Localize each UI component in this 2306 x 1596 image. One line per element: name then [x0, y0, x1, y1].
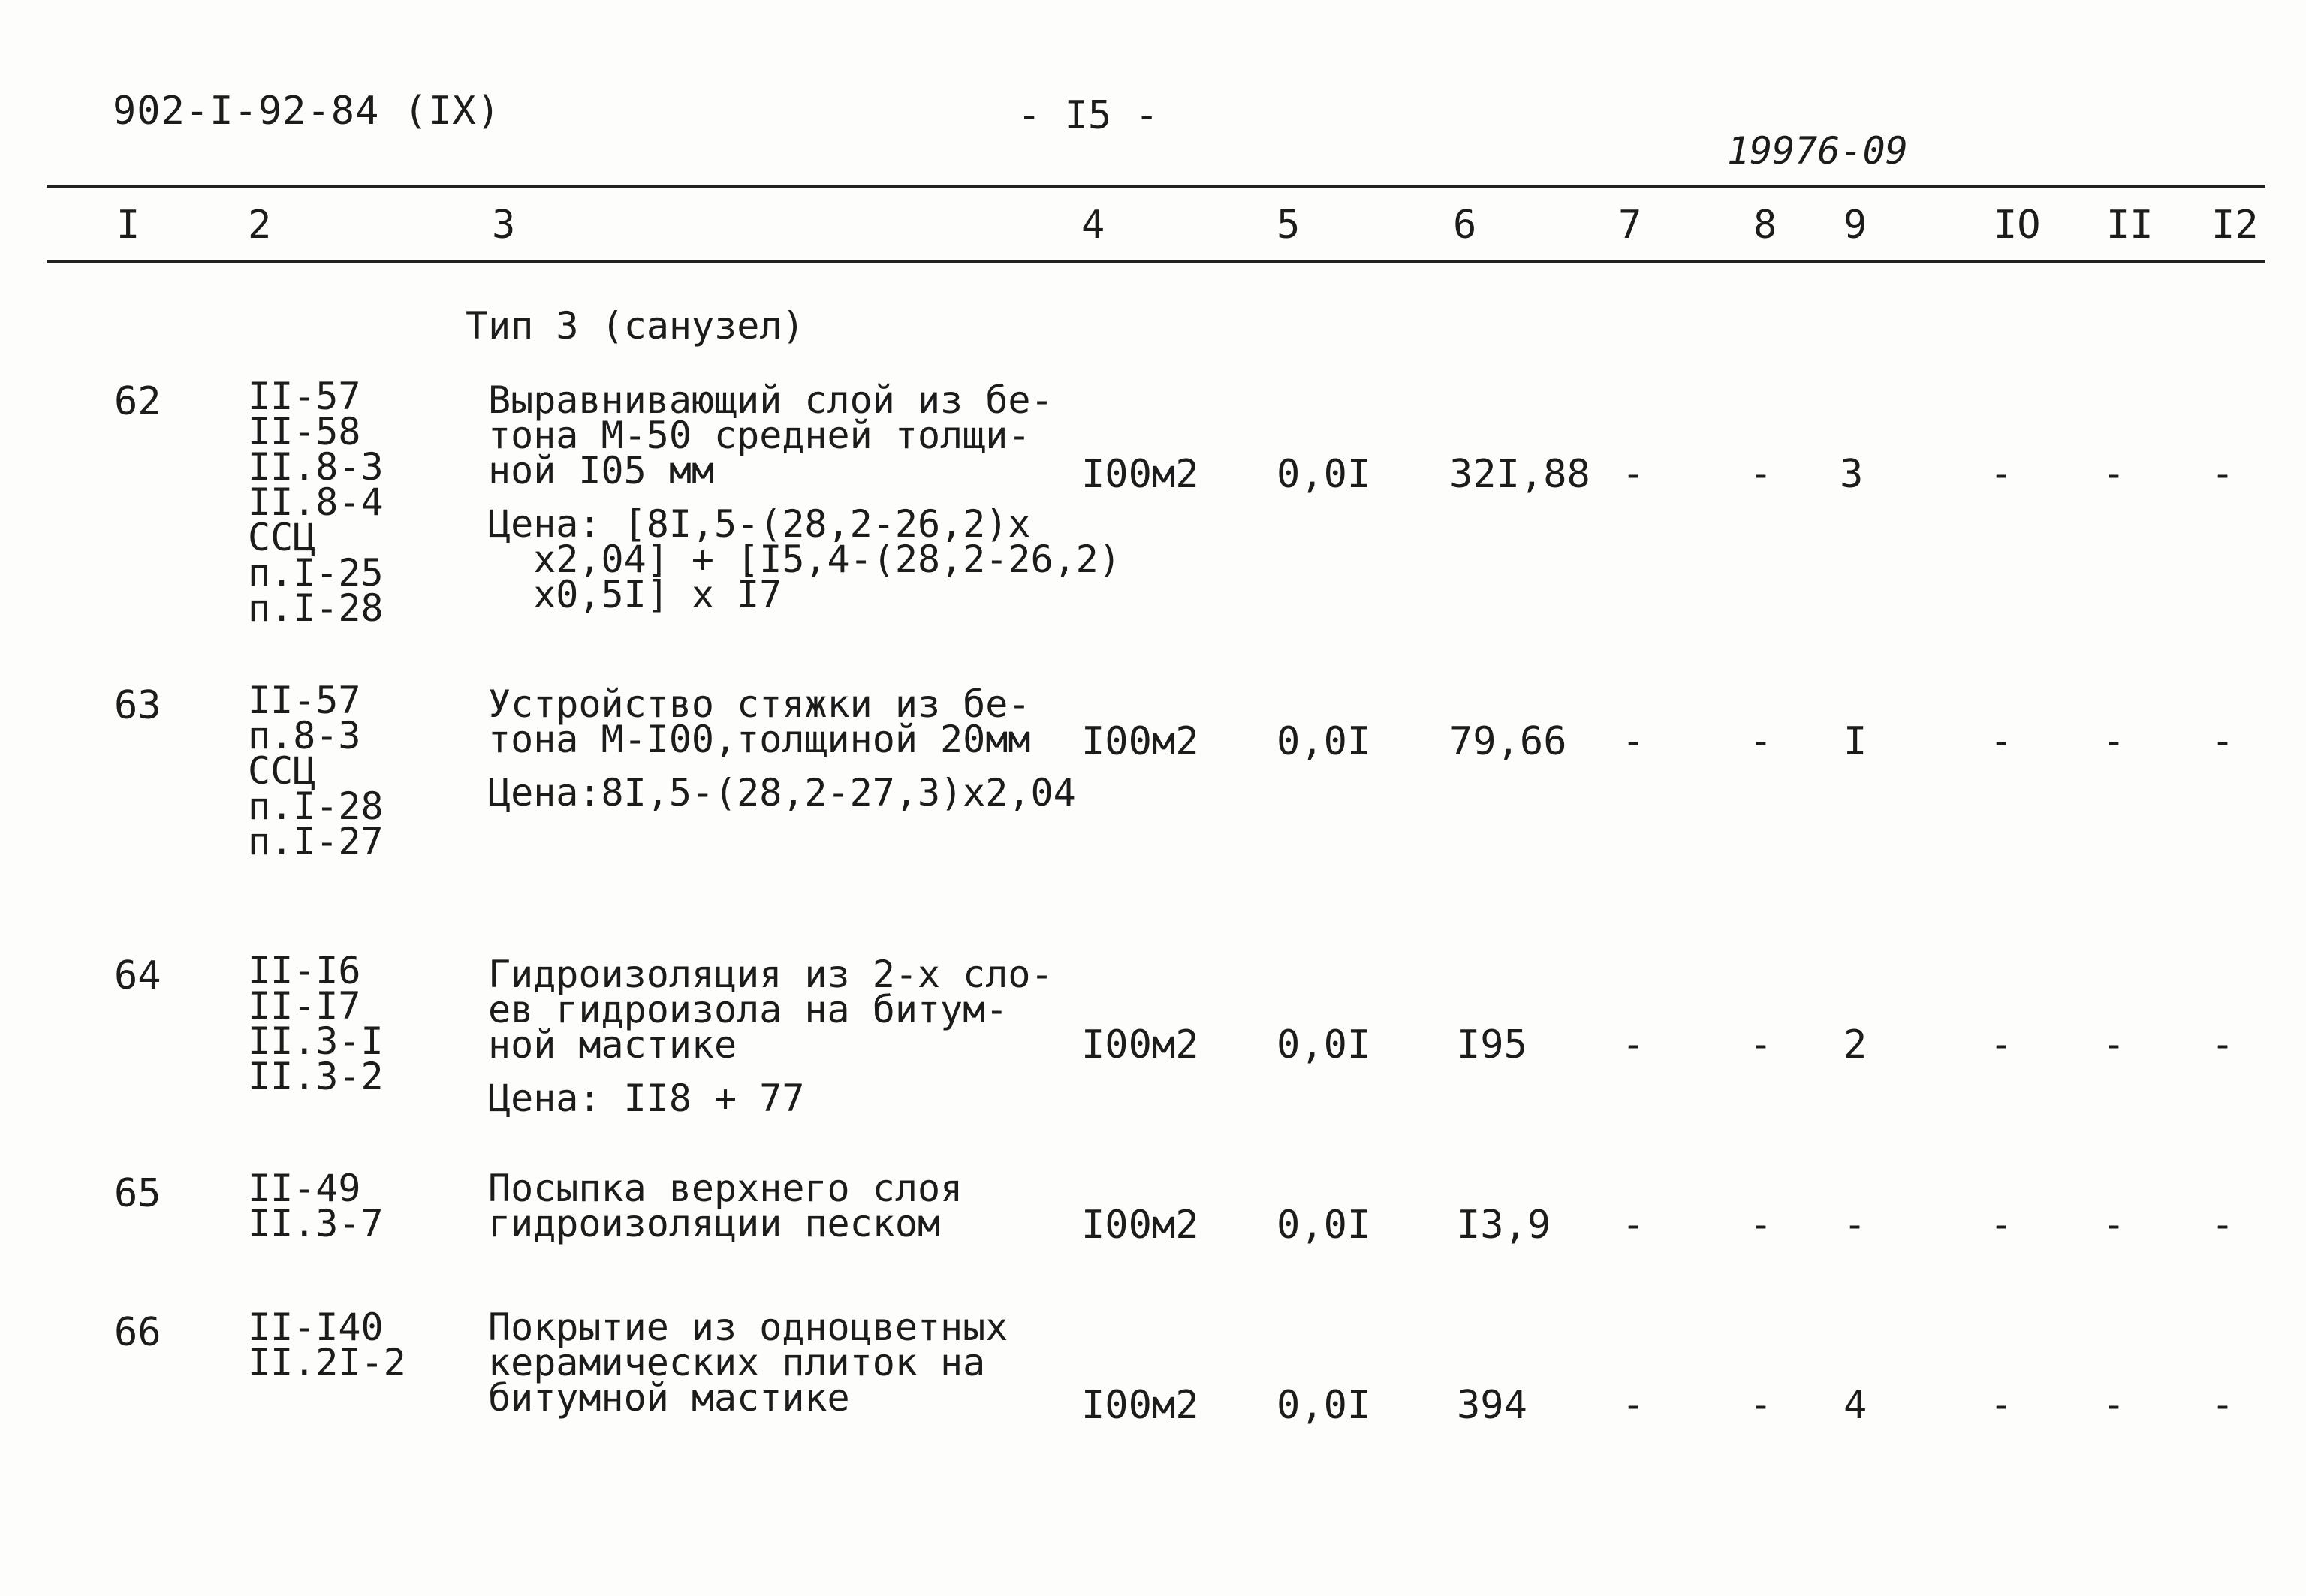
row-65-col10: -	[1990, 1203, 2013, 1246]
row-63-cost: 79,66	[1449, 719, 1567, 764]
row-64-col9: 2	[1843, 1022, 1867, 1068]
code-line: II-I40	[248, 1305, 384, 1349]
row-66-col8: -	[1750, 1383, 1773, 1426]
row-64-qty: 0,0I	[1277, 1022, 1371, 1068]
row-66-col9: 4	[1843, 1383, 1867, 1428]
row-63-col8: -	[1750, 719, 1773, 763]
code-line: ССЦ	[248, 516, 316, 559]
row-66-codes	[248, 1305, 406, 1384]
row-62-col10: -	[1990, 452, 2013, 495]
price-line: Цена: II8 + 77	[488, 1077, 805, 1120]
desc-line: Посыпка верхнего слоя	[488, 1167, 963, 1210]
row-66-description	[488, 1305, 1008, 1420]
col-header-11: II	[2106, 203, 2154, 248]
desc-line: Покрытие из одноцветных	[488, 1305, 1008, 1349]
desc-line: тона М-I00,толщиной 20мм	[488, 718, 1031, 761]
desc-line: керамических плиток на	[488, 1341, 986, 1384]
code-line: II.3-7	[248, 1202, 384, 1245]
row-66-col11: -	[2103, 1383, 2126, 1426]
row-65-col11: -	[2103, 1203, 2126, 1246]
row-63-description	[488, 682, 1076, 815]
row-62-col9: 3	[1840, 452, 1864, 497]
row-62-col11: -	[2103, 452, 2126, 495]
row-63-codes	[248, 679, 384, 863]
row-63-number: 63	[114, 683, 161, 728]
desc-line: битумной мастике	[488, 1376, 850, 1420]
desc-line: ев гидроизола на битум-	[488, 988, 1008, 1031]
desc-line: Выравнивающий слой из бе-	[488, 378, 1054, 422]
col-header-9: 9	[1843, 203, 1867, 248]
row-64-codes	[248, 949, 384, 1098]
col-header-8: 8	[1753, 203, 1777, 248]
page-number: - I5 -	[1017, 93, 1159, 138]
col-header-2: 2	[248, 203, 272, 248]
row-63-col9: I	[1843, 719, 1867, 764]
desc-line: Устройство стяжки из бе-	[488, 682, 1031, 726]
row-63-col10: -	[1990, 719, 2013, 763]
row-65-col12: -	[2211, 1203, 2235, 1246]
code-line: п.I-25	[248, 551, 384, 595]
code-line: п.I-28	[248, 586, 384, 630]
row-62-col12: -	[2211, 452, 2235, 495]
desc-line: тона М-50 средней толщи-	[488, 414, 1031, 457]
row-62-col8: -	[1750, 452, 1773, 495]
code-line: II-I7	[248, 984, 361, 1028]
code-line: п.I-28	[248, 784, 384, 828]
code-line: ССЦ	[248, 749, 316, 793]
price-line: x2,04] + [I5,4-(28,2-26,2)	[488, 538, 1121, 581]
section-title: Тип 3 (санузел)	[466, 304, 805, 348]
col-header-6: 6	[1453, 203, 1477, 248]
row-62-number: 62	[114, 379, 161, 424]
row-62-cost: 32I,88	[1449, 452, 1590, 497]
col-header-5: 5	[1277, 203, 1301, 248]
row-66-unit: I00м2	[1081, 1383, 1199, 1428]
row-65-qty: 0,0I	[1277, 1203, 1371, 1248]
code-line: II-49	[248, 1167, 361, 1210]
row-64-number: 64	[114, 953, 161, 998]
code-line: II.2I-2	[248, 1341, 406, 1384]
row-65-unit: I00м2	[1081, 1203, 1199, 1248]
row-62-qty: 0,0I	[1277, 452, 1371, 497]
row-63-col11: -	[2103, 719, 2126, 763]
col-header-10: IO	[1994, 203, 2041, 248]
desc-line: ной I05 мм	[488, 449, 715, 492]
row-62-col7: -	[1622, 452, 1645, 495]
code-line: II-58	[248, 410, 361, 453]
header-bottom-rule	[47, 260, 2265, 263]
row-65-description	[488, 1167, 963, 1245]
code-line: п.I-27	[248, 820, 384, 863]
row-64-description	[488, 953, 1054, 1120]
code-line: II-57	[248, 375, 361, 418]
row-65-col8: -	[1750, 1203, 1773, 1246]
col-header-12: I2	[2211, 203, 2259, 248]
row-64-unit: I00м2	[1081, 1022, 1199, 1068]
row-65-col9: -	[1843, 1203, 1867, 1246]
col-header-1: I	[116, 203, 140, 248]
row-63-col7: -	[1622, 719, 1645, 763]
row-64-cost: I95	[1457, 1022, 1527, 1068]
col-header-7: 7	[1618, 203, 1642, 248]
desc-line: ной мастике	[488, 1023, 737, 1067]
row-65-cost: I3,9	[1457, 1203, 1551, 1248]
row-63-col12: -	[2211, 719, 2235, 763]
row-66-cost: 394	[1457, 1383, 1527, 1428]
code-line: II.3-I	[248, 1019, 384, 1063]
col-header-4: 4	[1081, 203, 1105, 248]
price-line: Цена:8I,5-(28,2-27,3)x2,04	[488, 771, 1076, 815]
price-line: x0,5I] x I7	[488, 573, 782, 616]
row-64-col10: -	[1990, 1022, 2013, 1066]
row-66-col10: -	[1990, 1383, 2013, 1426]
row-66-col7: -	[1622, 1383, 1645, 1426]
code-line: II.8-4	[248, 480, 384, 524]
row-64-col7: -	[1622, 1022, 1645, 1066]
row-66-col12: -	[2211, 1383, 2235, 1426]
code-line: II.8-3	[248, 445, 384, 489]
row-64-col8: -	[1750, 1022, 1773, 1066]
row-63-unit: I00м2	[1081, 719, 1199, 764]
row-66-qty: 0,0I	[1277, 1383, 1371, 1428]
header-top-rule	[47, 185, 2265, 188]
desc-line: Гидроизоляция из 2-х сло-	[488, 953, 1054, 996]
row-65-codes	[248, 1167, 384, 1245]
code-line: II.3-2	[248, 1055, 384, 1098]
row-64-col12: -	[2211, 1022, 2235, 1066]
row-63-qty: 0,0I	[1277, 719, 1371, 764]
document-code: 902-I-92-84 (IX)	[113, 89, 501, 134]
row-64-col11: -	[2103, 1022, 2126, 1066]
code-line: II-57	[248, 679, 361, 722]
desc-line: гидроизоляции песком	[488, 1202, 941, 1245]
row-62-codes	[248, 375, 384, 630]
row-65-col7: -	[1622, 1203, 1645, 1246]
row-62-unit: I00м2	[1081, 452, 1199, 497]
row-65-number: 65	[114, 1171, 161, 1216]
code-line: п.8-3	[248, 714, 361, 757]
inventory-stamp: 19976-09	[1727, 129, 1908, 173]
col-header-3: 3	[492, 203, 516, 248]
price-line: Цена: [8I,5-(28,2-26,2)x	[488, 502, 1031, 546]
code-line: II-I6	[248, 949, 361, 992]
row-66-number: 66	[114, 1310, 161, 1355]
row-62-description	[488, 378, 1121, 616]
